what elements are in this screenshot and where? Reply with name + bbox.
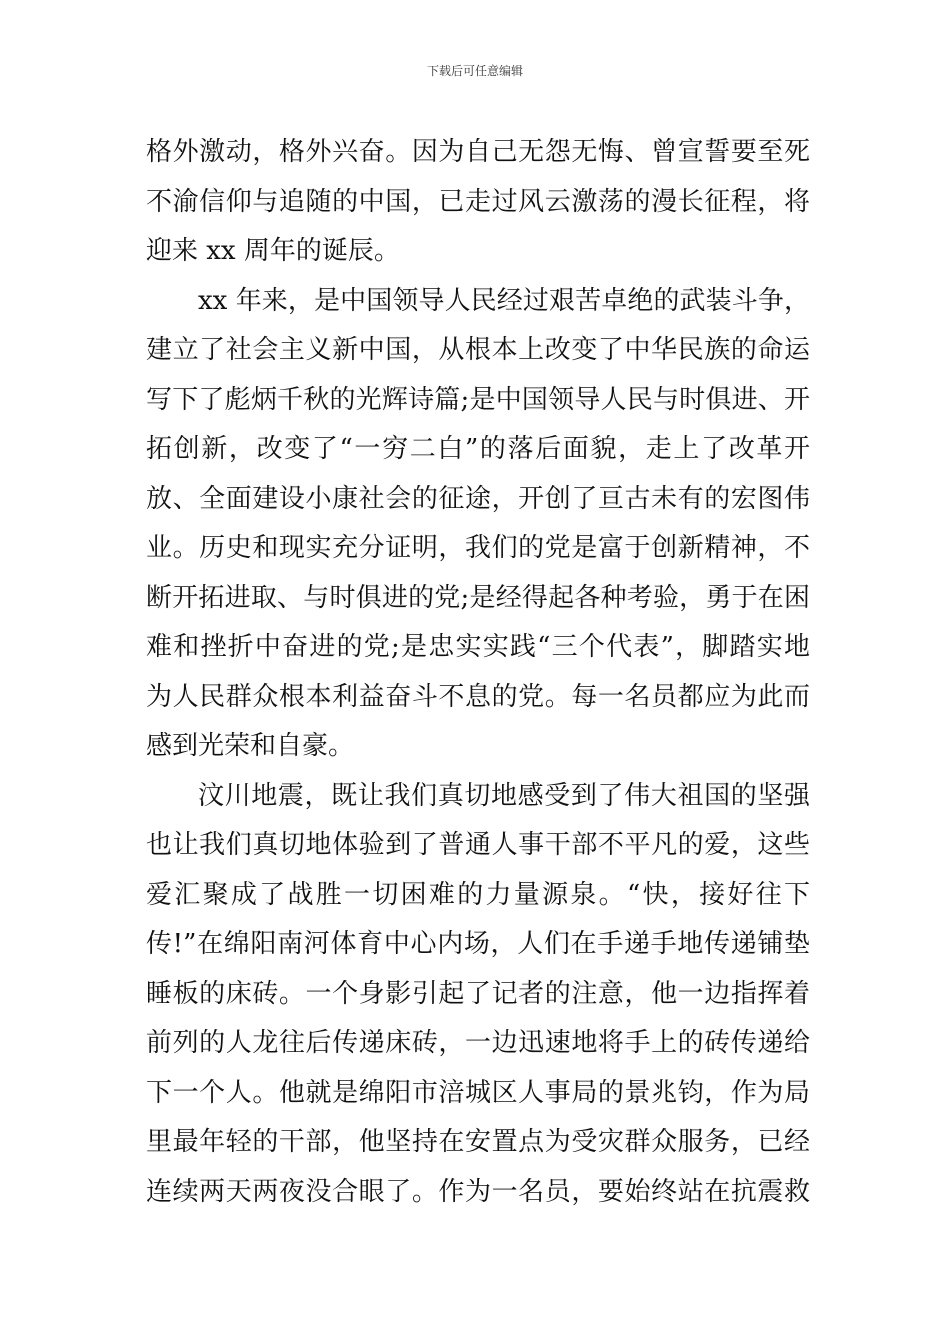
text-line: 放、全面建设小康社会的征途，开创了亘古未有的宏图伟 — [146, 483, 810, 514]
document-body — [146, 128, 810, 1217]
text-line: 里最年轻的干部，他坚持在安置点为受灾群众服务，已经 — [146, 1127, 810, 1157]
paragraph-first-line: xx 年来，是中国领导人民经过艰苦卓绝的武装斗争， — [198, 285, 810, 316]
page-header: 下载后可任意编辑 — [426, 64, 523, 78]
paragraph-first-line: 汶川地震，既让我们真切地感受到了伟大祖国的坚强 — [198, 780, 810, 811]
text-line: 睡板的床砖。一个身影引起了记者的注意，他一边指挥着 — [146, 978, 810, 1009]
text-line: 下一个人。他就是绵阳市涪城区人事局的景兆钧，作为局 — [146, 1077, 810, 1108]
text-line: 格外激动，格外兴奋。因为自己无怨无悔、曾宣誓要至死 — [146, 137, 810, 167]
text-line: 断开拓进取、与时俱进的党;是经得起各种考验，勇于在困 — [146, 582, 810, 613]
text-line: 也让我们真切地体验到了普通人事干部不平凡的爱，这些 — [146, 830, 810, 860]
text-line: 迎来 xx 周年的诞辰。 — [146, 236, 400, 266]
text-line: 写下了彪炳千秋的光辉诗篇;是中国领导人民与时俱进、开 — [146, 384, 810, 415]
text-line: 爱汇聚成了战胜一切困难的力量源泉。“快，接好往下 — [146, 879, 810, 910]
text-line: 为人民群众根本利益奋斗不息的党。每一名员都应为此而 — [146, 681, 810, 712]
text-line: 业。历史和现实充分证明，我们的党是富于创新精神，不 — [146, 533, 810, 563]
text-line: 感到光荣和自豪。 — [146, 731, 355, 761]
text-line: 前列的人龙往后传递床砖，一边迅速地将手上的砖传递给 — [146, 1028, 810, 1058]
text-line: 不渝信仰与追随的中国，已走过风云激荡的漫长征程，将 — [146, 186, 810, 217]
text-line: 难和挫折中奋进的党;是忠实实践“三个代表”，脚踏实地 — [146, 632, 810, 662]
text-line: 连续两天两夜没合眼了。作为一名员，要始终站在抗震救 — [146, 1176, 810, 1207]
text-line: 传!”在绵阳南河体育中心内场，人们在手递手地传递铺垫 — [146, 929, 810, 959]
text-line: 拓创新，改变了“一穷二白”的落后面貌，走上了改革开 — [146, 434, 810, 464]
text-line: 建立了社会主义新中国，从根本上改变了中华民族的命运 — [146, 335, 810, 365]
